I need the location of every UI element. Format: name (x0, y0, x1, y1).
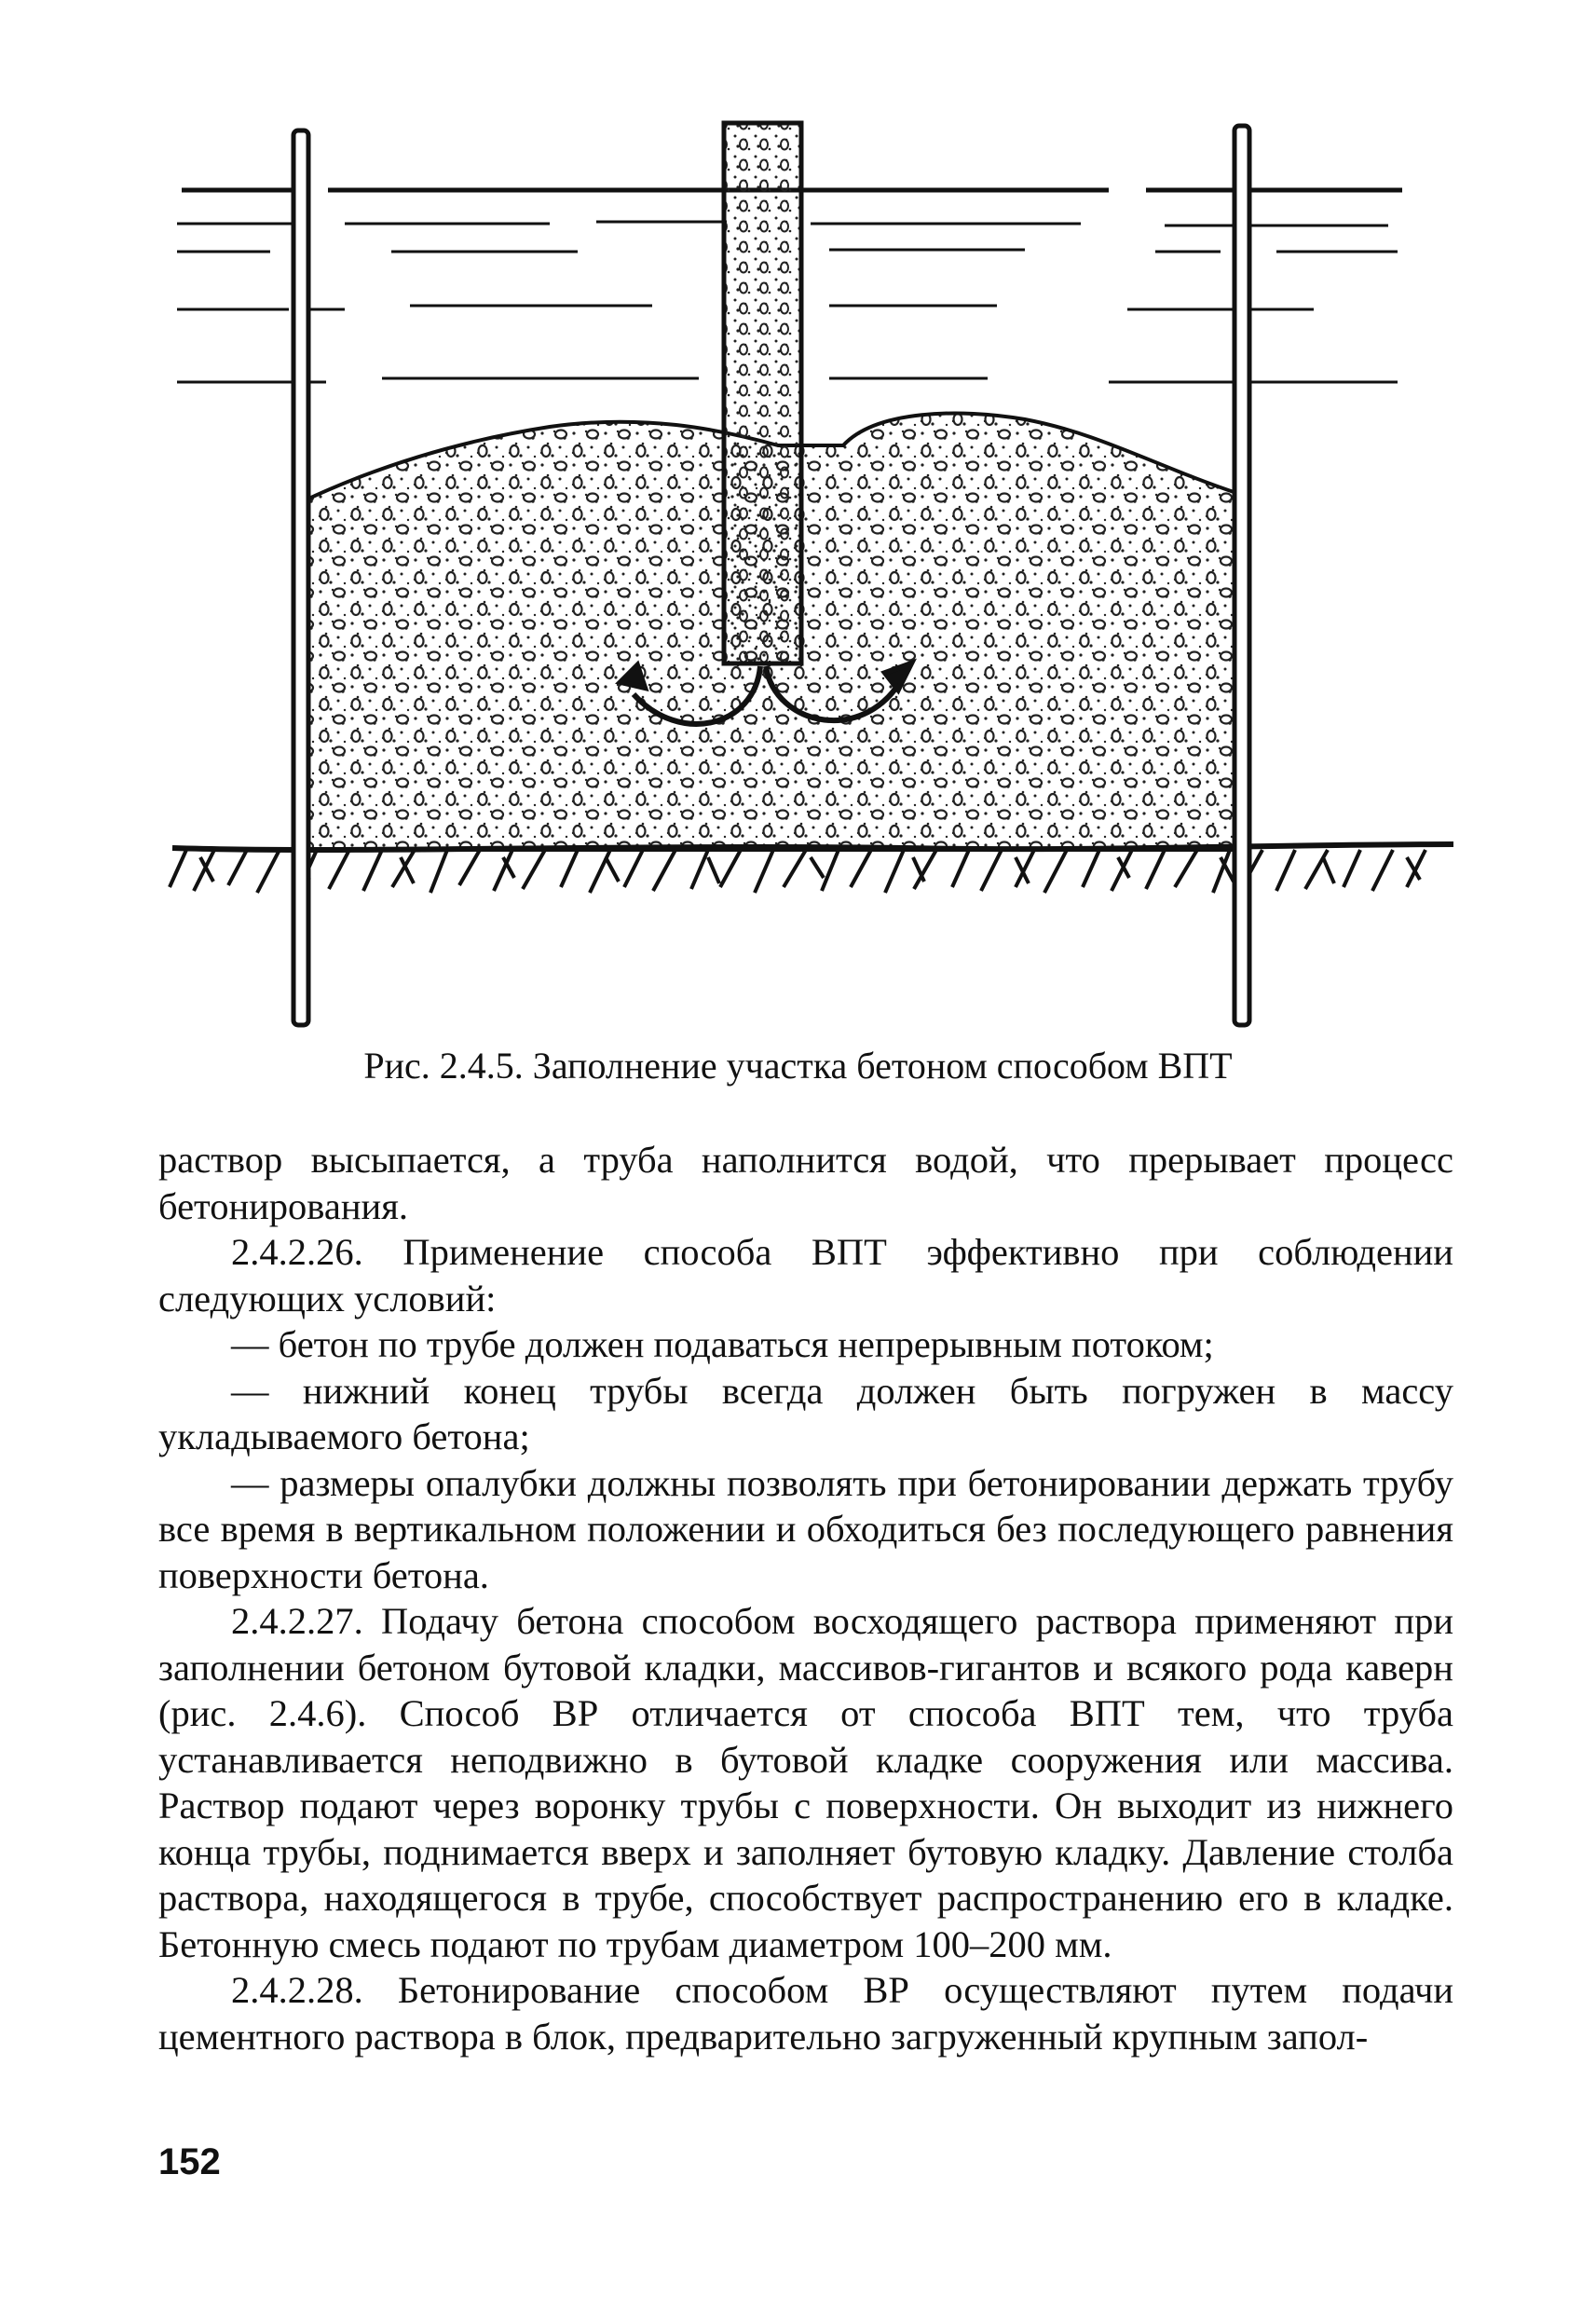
paragraph: 2.4.2.26. Применение способа ВПТ эффективно при соблюдении следующих условий: (158, 1231, 1453, 1320)
list-item: — бетон по трубе должен подаваться непрерывным потоком; (231, 1323, 1214, 1365)
body-text (158, 1137, 1453, 2059)
paragraph: 2.4.2.27. Подачу бетона способом восходящего раствора применяют при заполнении бетоном бутовой кладки, массивов-гигантов и всякого рода каверн (рис. 2.4.6). Способ ВР отличается от способа ВПТ тем, что труба устанавливается неподвижно в бутовой кладке сооружения или массива. Раствор подают через воронку трубы с поверхности. Он выходит из нижнего конца трубы, поднимается вверх и заполняет бутовую кладку. Давление столба раствора, находящегося в трубе, способствует распространению его в кладке. Бетонную смесь подают по трубам диаметром 100–200 мм. (158, 1600, 1453, 1965)
tremie-pipe (724, 123, 801, 663)
list-item: — нижний конец трубы всегда должен быть погружен в массу укладываемого бетона; (158, 1369, 1453, 1457)
paragraph: раствор высыпается, а труба наполнится водой, что прерывает процесс бетонирования. (158, 1139, 1453, 1227)
list-item: — размеры опалубки должны позволять при бетонировании держать трубу все время в вертикальном положении и обходиться без последующего равнения поверхности бетона. (158, 1461, 1453, 1596)
page-number: 152 (158, 2141, 221, 2182)
tremie-diagram (158, 112, 1463, 1034)
paragraph: 2.4.2.28. Бетонирование способом ВР осуществляют путем подачи цементного раствора в блок, предварительно загруженный крупным запол- (158, 1969, 1453, 2058)
figure-concrete-tremie (158, 112, 1463, 1034)
figure-caption: Рис. 2.4.5. Заполнение участка бетоном способом ВПТ (363, 1045, 1233, 1087)
